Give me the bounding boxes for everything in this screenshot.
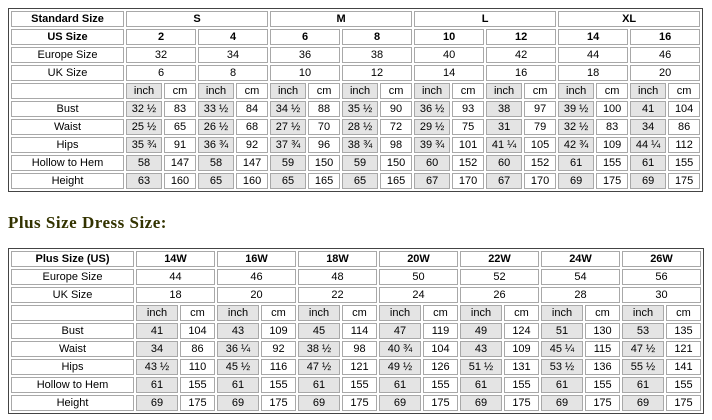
size-value: 16 [486, 65, 556, 81]
inch-value: 29 ½ [414, 119, 450, 135]
size-value: 40 [414, 47, 484, 63]
cm-value: 110 [180, 359, 215, 375]
cm-value: 112 [668, 137, 700, 153]
inch-value: 32 ½ [126, 101, 162, 117]
cm-value: 92 [236, 137, 268, 153]
cm-value: 75 [452, 119, 484, 135]
cm-value: 152 [524, 155, 556, 171]
cm-value: 68 [236, 119, 268, 135]
size-value: 28 [541, 287, 620, 303]
cm-value: 86 [180, 341, 215, 357]
unit-cm-header: cm [423, 305, 458, 321]
unit-inch-header: inch [342, 83, 378, 99]
unit-inch-header: inch [298, 305, 340, 321]
inch-value: 51 [541, 323, 583, 339]
unit-cm-header: cm [524, 83, 556, 99]
inch-value: 61 [541, 377, 583, 393]
cm-value: 165 [380, 173, 412, 189]
size-value: 18 [136, 287, 215, 303]
size-value: 6 [270, 29, 340, 45]
group-header: XL [558, 11, 700, 27]
inch-value: 58 [126, 155, 162, 171]
unit-inch-header: inch [414, 83, 450, 99]
measure-label: Hips [11, 359, 134, 375]
cm-value: 175 [342, 395, 377, 411]
cm-value: 97 [524, 101, 556, 117]
group-header: L [414, 11, 556, 27]
size-value: 32 [126, 47, 196, 63]
size-value: 38 [342, 47, 412, 63]
unit-cm-header: cm [596, 83, 628, 99]
cm-value: 109 [596, 137, 628, 153]
inch-value: 47 [379, 323, 421, 339]
inch-value: 55 ½ [622, 359, 664, 375]
inch-value: 61 [558, 155, 594, 171]
measure-label: Height [11, 395, 134, 411]
size-value: 56 [622, 269, 701, 285]
inch-value: 43 ½ [136, 359, 178, 375]
cm-value: 160 [236, 173, 268, 189]
cm-value: 90 [380, 101, 412, 117]
group-header: 16W [217, 251, 296, 267]
unit-inch-header: inch [136, 305, 178, 321]
cm-value: 114 [342, 323, 377, 339]
cm-value: 147 [236, 155, 268, 171]
cm-value: 115 [585, 341, 620, 357]
group-header: 26W [622, 251, 701, 267]
inch-value: 58 [198, 155, 234, 171]
inch-value: 41 [630, 101, 666, 117]
cm-value: 175 [666, 395, 701, 411]
inch-value: 61 [630, 155, 666, 171]
cm-value: 155 [668, 155, 700, 171]
cm-value: 101 [452, 137, 484, 153]
cm-value: 170 [452, 173, 484, 189]
inch-value: 25 ½ [126, 119, 162, 135]
inch-value: 33 ½ [198, 101, 234, 117]
inch-value: 67 [414, 173, 450, 189]
cm-value: 155 [423, 377, 458, 393]
cm-value: 109 [504, 341, 539, 357]
inch-value: 49 [460, 323, 502, 339]
inch-value: 44 ¼ [630, 137, 666, 153]
cm-value: 72 [380, 119, 412, 135]
inch-value: 47 ½ [622, 341, 664, 357]
inch-value: 45 ½ [217, 359, 259, 375]
inch-value: 38 ¾ [342, 137, 378, 153]
size-value: 2 [126, 29, 196, 45]
inch-value: 65 [342, 173, 378, 189]
inch-value: 61 [217, 377, 259, 393]
size-value: 26 [460, 287, 539, 303]
inch-value: 47 ½ [298, 359, 340, 375]
measure-label: Hollow to Hem [11, 155, 124, 171]
inch-value: 43 [460, 341, 502, 357]
inch-value: 38 ½ [298, 341, 340, 357]
measure-label: Waist [11, 119, 124, 135]
cm-value: 155 [342, 377, 377, 393]
inch-value: 34 ½ [270, 101, 306, 117]
cm-value: 98 [342, 341, 377, 357]
plus-size-table [8, 248, 704, 414]
cm-value: 131 [504, 359, 539, 375]
cm-value: 91 [164, 137, 196, 153]
cm-value: 152 [452, 155, 484, 171]
unit-inch-header: inch [486, 83, 522, 99]
measure-label: Hollow to Hem [11, 377, 134, 393]
measure-label: Height [11, 173, 124, 189]
plus-size-heading: Plus Size Dress Size: [8, 213, 167, 232]
inch-value: 31 [486, 119, 522, 135]
unit-cm-header: cm [380, 83, 412, 99]
unit-row-spacer [11, 305, 134, 321]
cm-value: 147 [164, 155, 196, 171]
group-header: 22W [460, 251, 539, 267]
size-value: 16 [630, 29, 700, 45]
cm-value: 65 [164, 119, 196, 135]
unit-cm-header: cm [164, 83, 196, 99]
unit-cm-header: cm [668, 83, 700, 99]
cm-value: 104 [180, 323, 215, 339]
inch-value: 26 ½ [198, 119, 234, 135]
unit-inch-header: inch [460, 305, 502, 321]
size-value: 18 [558, 65, 628, 81]
cm-value: 104 [423, 341, 458, 357]
unit-inch-header: inch [541, 305, 583, 321]
inch-value: 69 [622, 395, 664, 411]
cm-value: 175 [504, 395, 539, 411]
inch-value: 39 ½ [558, 101, 594, 117]
cm-value: 175 [180, 395, 215, 411]
inch-value: 69 [298, 395, 340, 411]
inch-value: 53 [622, 323, 664, 339]
cm-value: 165 [308, 173, 340, 189]
cm-value: 116 [261, 359, 296, 375]
group-header: S [126, 11, 268, 27]
size-row-label: UK Size [11, 65, 124, 81]
cm-value: 83 [596, 119, 628, 135]
group-header: 24W [541, 251, 620, 267]
size-value: 48 [298, 269, 377, 285]
size-value: 20 [217, 287, 296, 303]
cm-value: 175 [423, 395, 458, 411]
inch-value: 36 ¼ [217, 341, 259, 357]
cm-value: 119 [423, 323, 458, 339]
unit-inch-header: inch [379, 305, 421, 321]
cm-value: 155 [504, 377, 539, 393]
size-value: 8 [198, 65, 268, 81]
inch-value: 43 [217, 323, 259, 339]
inch-value: 34 [630, 119, 666, 135]
inch-value: 37 ¾ [270, 137, 306, 153]
cm-value: 170 [524, 173, 556, 189]
size-value: 8 [342, 29, 412, 45]
inch-value: 40 ¾ [379, 341, 421, 357]
unit-cm-header: cm [585, 305, 620, 321]
unit-cm-header: cm [180, 305, 215, 321]
inch-value: 59 [342, 155, 378, 171]
group-header: 18W [298, 251, 377, 267]
size-value: 50 [379, 269, 458, 285]
inch-value: 39 ¾ [414, 137, 450, 153]
measure-label: Bust [11, 323, 134, 339]
inch-value: 35 ½ [342, 101, 378, 117]
inch-value: 69 [558, 173, 594, 189]
inch-value: 36 ½ [414, 101, 450, 117]
cm-value: 175 [668, 173, 700, 189]
cm-value: 86 [668, 119, 700, 135]
size-value: 36 [270, 47, 340, 63]
inch-value: 61 [298, 377, 340, 393]
unit-inch-header: inch [126, 83, 162, 99]
inch-value: 41 ¼ [486, 137, 522, 153]
inch-value: 65 [270, 173, 306, 189]
size-value: 6 [126, 65, 196, 81]
measure-label: Bust [11, 101, 124, 117]
cm-value: 98 [380, 137, 412, 153]
inch-value: 35 ¾ [126, 137, 162, 153]
cm-value: 105 [524, 137, 556, 153]
size-row-label: Europe Size [11, 269, 134, 285]
cm-value: 84 [236, 101, 268, 117]
inch-value: 36 ¾ [198, 137, 234, 153]
cm-value: 155 [180, 377, 215, 393]
size-value: 46 [217, 269, 296, 285]
inch-value: 28 ½ [342, 119, 378, 135]
standard-size-table [8, 8, 703, 192]
cm-value: 126 [423, 359, 458, 375]
unit-cm-header: cm [504, 305, 539, 321]
unit-cm-header: cm [308, 83, 340, 99]
size-value: 10 [270, 65, 340, 81]
inch-value: 69 [630, 173, 666, 189]
inch-value: 69 [541, 395, 583, 411]
size-value: 12 [342, 65, 412, 81]
inch-value: 38 [486, 101, 522, 117]
size-value: 24 [379, 287, 458, 303]
unit-inch-header: inch [622, 305, 664, 321]
inch-value: 45 [298, 323, 340, 339]
size-value: 12 [486, 29, 556, 45]
cm-value: 121 [342, 359, 377, 375]
cm-value: 150 [380, 155, 412, 171]
inch-value: 45 ¼ [541, 341, 583, 357]
inch-value: 41 [136, 323, 178, 339]
inch-value: 42 ¾ [558, 137, 594, 153]
cm-value: 109 [261, 323, 296, 339]
inch-value: 67 [486, 173, 522, 189]
cm-value: 92 [261, 341, 296, 357]
cm-value: 104 [668, 101, 700, 117]
size-row-label: Europe Size [11, 47, 124, 63]
group-header: 20W [379, 251, 458, 267]
cm-value: 135 [666, 323, 701, 339]
inch-value: 61 [460, 377, 502, 393]
size-value: 30 [622, 287, 701, 303]
size-value: 34 [198, 47, 268, 63]
unit-cm-header: cm [261, 305, 296, 321]
cm-value: 121 [666, 341, 701, 357]
cm-value: 155 [585, 377, 620, 393]
cm-value: 160 [164, 173, 196, 189]
size-value: 10 [414, 29, 484, 45]
cm-value: 130 [585, 323, 620, 339]
group-header: M [270, 11, 412, 27]
size-value: 22 [298, 287, 377, 303]
unit-cm-header: cm [342, 305, 377, 321]
unit-inch-header: inch [198, 83, 234, 99]
unit-cm-header: cm [666, 305, 701, 321]
inch-value: 32 ½ [558, 119, 594, 135]
cm-value: 136 [585, 359, 620, 375]
cm-value: 155 [666, 377, 701, 393]
inch-value: 61 [136, 377, 178, 393]
size-value: 14 [558, 29, 628, 45]
size-value: 44 [136, 269, 215, 285]
inch-value: 65 [198, 173, 234, 189]
inch-value: 63 [126, 173, 162, 189]
inch-value: 61 [622, 377, 664, 393]
cm-value: 96 [308, 137, 340, 153]
unit-inch-header: inch [630, 83, 666, 99]
inch-value: 60 [486, 155, 522, 171]
inch-value: 69 [136, 395, 178, 411]
unit-inch-header: inch [558, 83, 594, 99]
unit-cm-header: cm [236, 83, 268, 99]
size-row-label: UK Size [11, 287, 134, 303]
cm-value: 155 [596, 155, 628, 171]
inch-value: 69 [379, 395, 421, 411]
inch-value: 60 [414, 155, 450, 171]
cm-value: 141 [666, 359, 701, 375]
cm-value: 175 [596, 173, 628, 189]
inch-value: 61 [379, 377, 421, 393]
unit-cm-header: cm [452, 83, 484, 99]
corner-label: Standard Size [11, 11, 124, 27]
cm-value: 70 [308, 119, 340, 135]
unit-inch-header: inch [270, 83, 306, 99]
unit-row-spacer [11, 83, 124, 99]
inch-value: 69 [217, 395, 259, 411]
inch-value: 49 ½ [379, 359, 421, 375]
cm-value: 88 [308, 101, 340, 117]
unit-inch-header: inch [217, 305, 259, 321]
measure-label: Waist [11, 341, 134, 357]
cm-value: 93 [452, 101, 484, 117]
size-value: 52 [460, 269, 539, 285]
inch-value: 53 ½ [541, 359, 583, 375]
cm-value: 175 [585, 395, 620, 411]
size-value: 54 [541, 269, 620, 285]
cm-value: 175 [261, 395, 296, 411]
corner-label: Plus Size (US) [11, 251, 134, 267]
size-value: 20 [630, 65, 700, 81]
size-value: 4 [198, 29, 268, 45]
inch-value: 69 [460, 395, 502, 411]
size-value: 46 [630, 47, 700, 63]
cm-value: 155 [261, 377, 296, 393]
measure-label: Hips [11, 137, 124, 153]
size-value: 14 [414, 65, 484, 81]
size-value: 42 [486, 47, 556, 63]
inch-value: 51 ½ [460, 359, 502, 375]
inch-value: 34 [136, 341, 178, 357]
cm-value: 124 [504, 323, 539, 339]
size-row-label: US Size [11, 29, 124, 45]
size-value: 44 [558, 47, 628, 63]
inch-value: 59 [270, 155, 306, 171]
cm-value: 79 [524, 119, 556, 135]
cm-value: 83 [164, 101, 196, 117]
cm-value: 150 [308, 155, 340, 171]
group-header: 14W [136, 251, 215, 267]
inch-value: 27 ½ [270, 119, 306, 135]
cm-value: 100 [596, 101, 628, 117]
